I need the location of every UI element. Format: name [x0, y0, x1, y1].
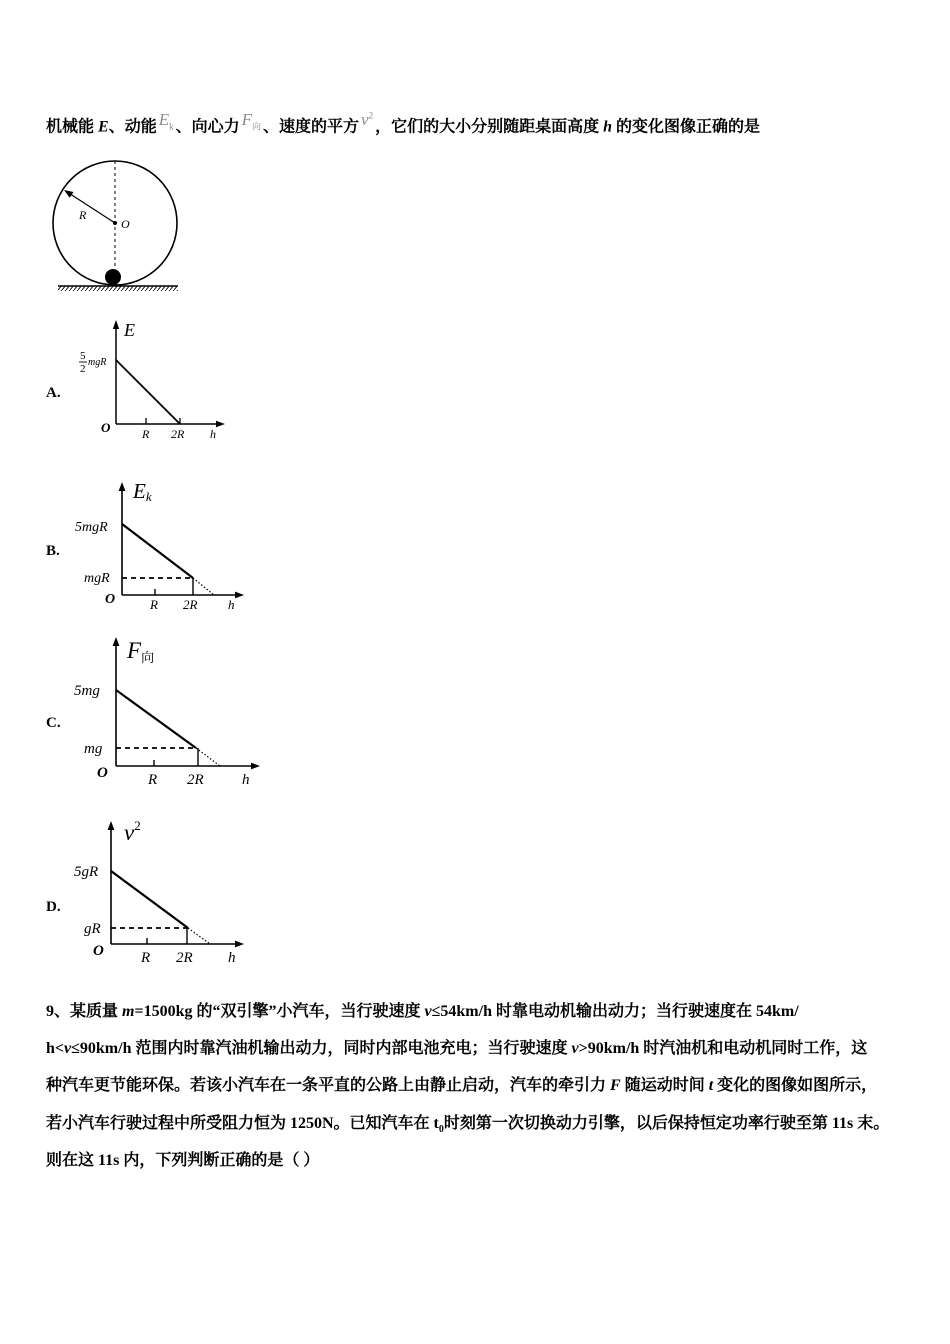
- y-axis-arrow: [119, 482, 126, 491]
- symbol-v: v: [424, 1003, 432, 1020]
- q9-line-5: [46, 1152, 319, 1170]
- stem-text-6: 的变化图像正确的是: [612, 118, 761, 136]
- speed-squared-line: [111, 871, 188, 928]
- q9-l5-a: 则在这 11s 内，下列判断正确的是（ ）: [46, 1152, 320, 1169]
- q9-l1-a: 9、某质量: [46, 1003, 123, 1020]
- y-top-fraction-num: [80, 350, 86, 362]
- q9-line-3: [46, 1077, 877, 1095]
- fraction-den-text: 2: [80, 363, 86, 375]
- center-label: [121, 217, 130, 231]
- stem-text-4: 、速度的平方: [263, 118, 360, 136]
- x-axis-arrow: [216, 421, 225, 427]
- x-axis-label-text: h: [210, 427, 216, 441]
- q9-line-4: [46, 1115, 889, 1139]
- tick-2r-label: [171, 427, 185, 441]
- y-low-label-text: gR: [84, 921, 101, 937]
- origin-label: [105, 592, 115, 607]
- tick-2r-label: [176, 950, 193, 966]
- y-low-label: [84, 741, 103, 757]
- formula-v-main: v: [361, 109, 369, 129]
- dotted-extension: [193, 578, 214, 595]
- option-c-label: C.: [46, 715, 61, 731]
- formula-ek-sub: k: [169, 121, 174, 132]
- symbol-t: t: [708, 1077, 714, 1094]
- circular-track-figure: [50, 155, 185, 295]
- origin-label: [101, 420, 111, 435]
- stem-text-5: ，它们的大小分别随距桌面高度: [375, 118, 604, 136]
- option-a-label: A.: [46, 385, 61, 401]
- symbol-e: E: [98, 118, 109, 136]
- symbol-m: m: [122, 1003, 135, 1020]
- origin-label-text: O: [105, 592, 116, 607]
- y-low-label-text: mgR: [84, 571, 110, 586]
- q9-l2-b: ≤90km/h 范围内时靠汽油机输出动力，同时内部电池充电；当行驶速度: [71, 1040, 572, 1057]
- y-axis-label: [123, 320, 135, 340]
- y-top-label-text: 5mgR: [75, 520, 108, 535]
- y-top-label: [75, 520, 108, 535]
- origin-label-text: O: [97, 765, 108, 781]
- formula-f-sub: 向: [252, 121, 262, 132]
- energy-line: [116, 360, 180, 424]
- radius-label-text: R: [79, 208, 87, 222]
- tick-2r-label-text: 2R: [187, 772, 204, 788]
- center-label-text: O: [121, 217, 130, 231]
- tick-r-label-text: R: [150, 597, 158, 612]
- x-axis-label: [228, 597, 235, 612]
- y-low-label: [84, 921, 101, 937]
- q9-l3-c: 变化的图像如图所示，: [713, 1077, 878, 1094]
- q9-l3-a: 种汽车更节能环保。若该小汽车在一条平直的公路上由静止启动，汽车的牵引力: [46, 1077, 611, 1094]
- tick-2r-label: [187, 772, 204, 788]
- option-c-graph: [70, 632, 265, 790]
- radius-arrow-line: [71, 195, 115, 224]
- y-axis-arrow: [113, 320, 119, 329]
- tick-r-label-text: R: [148, 772, 158, 788]
- stem-text-3: 、向心力: [175, 118, 240, 136]
- y-axis-label: [132, 479, 152, 504]
- origin-label-text: O: [93, 943, 104, 959]
- kinetic-energy-line: [122, 524, 193, 578]
- option-d-label: D.: [46, 899, 61, 915]
- stem-text-2: 、动能: [108, 118, 157, 136]
- y-axis-arrow: [113, 637, 120, 646]
- formula-v-sup: 2: [368, 110, 374, 120]
- q8-stem: [46, 109, 761, 142]
- y-low-label: [84, 571, 110, 586]
- radius-label: [78, 208, 87, 222]
- y-axis-label-main: E: [133, 479, 146, 503]
- y-top-label: [74, 683, 100, 699]
- q9-l1-c: ≤54km/h 时靠电动机输出动力；当行驶速度在 54km/: [431, 1003, 799, 1020]
- tick-r-label-text: R: [142, 427, 150, 441]
- y-axis-label-sub: k: [145, 489, 152, 504]
- y-top-label: [74, 864, 98, 880]
- tick-r-label: [140, 950, 150, 966]
- q9-l1-b: =1500kg 的“双引擎”小汽车，当行驶速度: [134, 1003, 425, 1020]
- y-axis-arrow: [108, 821, 115, 830]
- ball: [105, 269, 121, 285]
- tick-2r-label-text: 2R: [183, 597, 198, 612]
- y-top-fraction-den: [80, 363, 86, 375]
- x-axis-label-text: h: [228, 597, 235, 612]
- tick-2r-label-text: 2R: [171, 427, 185, 441]
- x-axis-label: [228, 950, 236, 966]
- formula-f: [241, 109, 262, 132]
- option-d-graph: [70, 815, 250, 965]
- y-axis-label-text: E: [124, 320, 135, 340]
- q9-l4-b: 时刻第一次切换动力引擎，以后保持恒定功率行驶至第 11s 末。: [443, 1115, 890, 1132]
- y-top-unit: [88, 357, 106, 368]
- y-axis-label-main: v: [124, 820, 135, 845]
- formula-ek: [158, 109, 174, 132]
- y-axis-label: [126, 638, 154, 665]
- y-top-unit-text: mgR: [88, 357, 107, 368]
- q9-l4-a: 若小汽车行驶过程中所受阻力恒为 1250N。已知汽车在 t: [46, 1115, 439, 1132]
- tick-2r-label: [183, 597, 198, 612]
- x-axis-label-text: h: [242, 772, 250, 788]
- y-axis-label-main: F: [127, 638, 142, 663]
- tick-r-label: [147, 772, 157, 788]
- y-top-label-text: 5mg: [74, 683, 100, 699]
- y-axis-label-sub: 向: [141, 650, 155, 665]
- x-axis-label-text: h: [228, 950, 236, 966]
- ground-hatch: [58, 286, 178, 291]
- fraction-num-text: 5: [80, 350, 86, 362]
- option-b-label: B.: [46, 543, 60, 559]
- t0-subscript: 0: [438, 1124, 444, 1136]
- symbol-v: v: [571, 1040, 579, 1057]
- formula-f-main: F: [241, 109, 252, 129]
- radius-arrow-head: [64, 190, 74, 198]
- x-axis-arrow: [251, 763, 260, 770]
- formula-ek-main: E: [158, 109, 170, 129]
- stem-text-1: 机械能: [46, 118, 99, 136]
- y-low-label-text: mg: [84, 741, 103, 757]
- q9-line-1: [46, 1003, 799, 1021]
- q9-l3-b: 随运动时间: [620, 1077, 709, 1094]
- symbol-f: F: [610, 1077, 621, 1094]
- x-axis-arrow: [235, 941, 244, 948]
- dotted-extension: [188, 928, 210, 944]
- centripetal-force-line: [116, 690, 196, 748]
- symbol-h: h: [603, 118, 612, 136]
- y-axis-label-sup: 2: [134, 818, 141, 833]
- y-top-label-text: 5gR: [74, 864, 99, 880]
- x-axis-arrow: [235, 592, 244, 599]
- tick-r-label: [149, 597, 158, 612]
- origin-label-text: O: [101, 420, 111, 435]
- origin-label: [97, 765, 108, 781]
- x-axis-label: [210, 427, 216, 441]
- origin-label: [93, 943, 104, 959]
- y-axis-label: [124, 818, 141, 845]
- x-axis-label: [242, 772, 250, 788]
- formula-v2: [361, 110, 373, 129]
- option-b-graph: [72, 478, 252, 613]
- option-a-graph: [70, 318, 240, 443]
- tick-2r-label-text: 2R: [176, 950, 193, 966]
- tick-r-label: [141, 427, 150, 441]
- q9-l2-c: >90km/h 时汽油机和电动机同时工作，这: [578, 1040, 868, 1057]
- symbol-v: v: [64, 1040, 72, 1057]
- q9-line-2: [46, 1040, 867, 1058]
- dotted-extension: [196, 748, 220, 766]
- q9-l2-a: h<: [46, 1040, 65, 1057]
- tick-r-label-text: R: [141, 950, 151, 966]
